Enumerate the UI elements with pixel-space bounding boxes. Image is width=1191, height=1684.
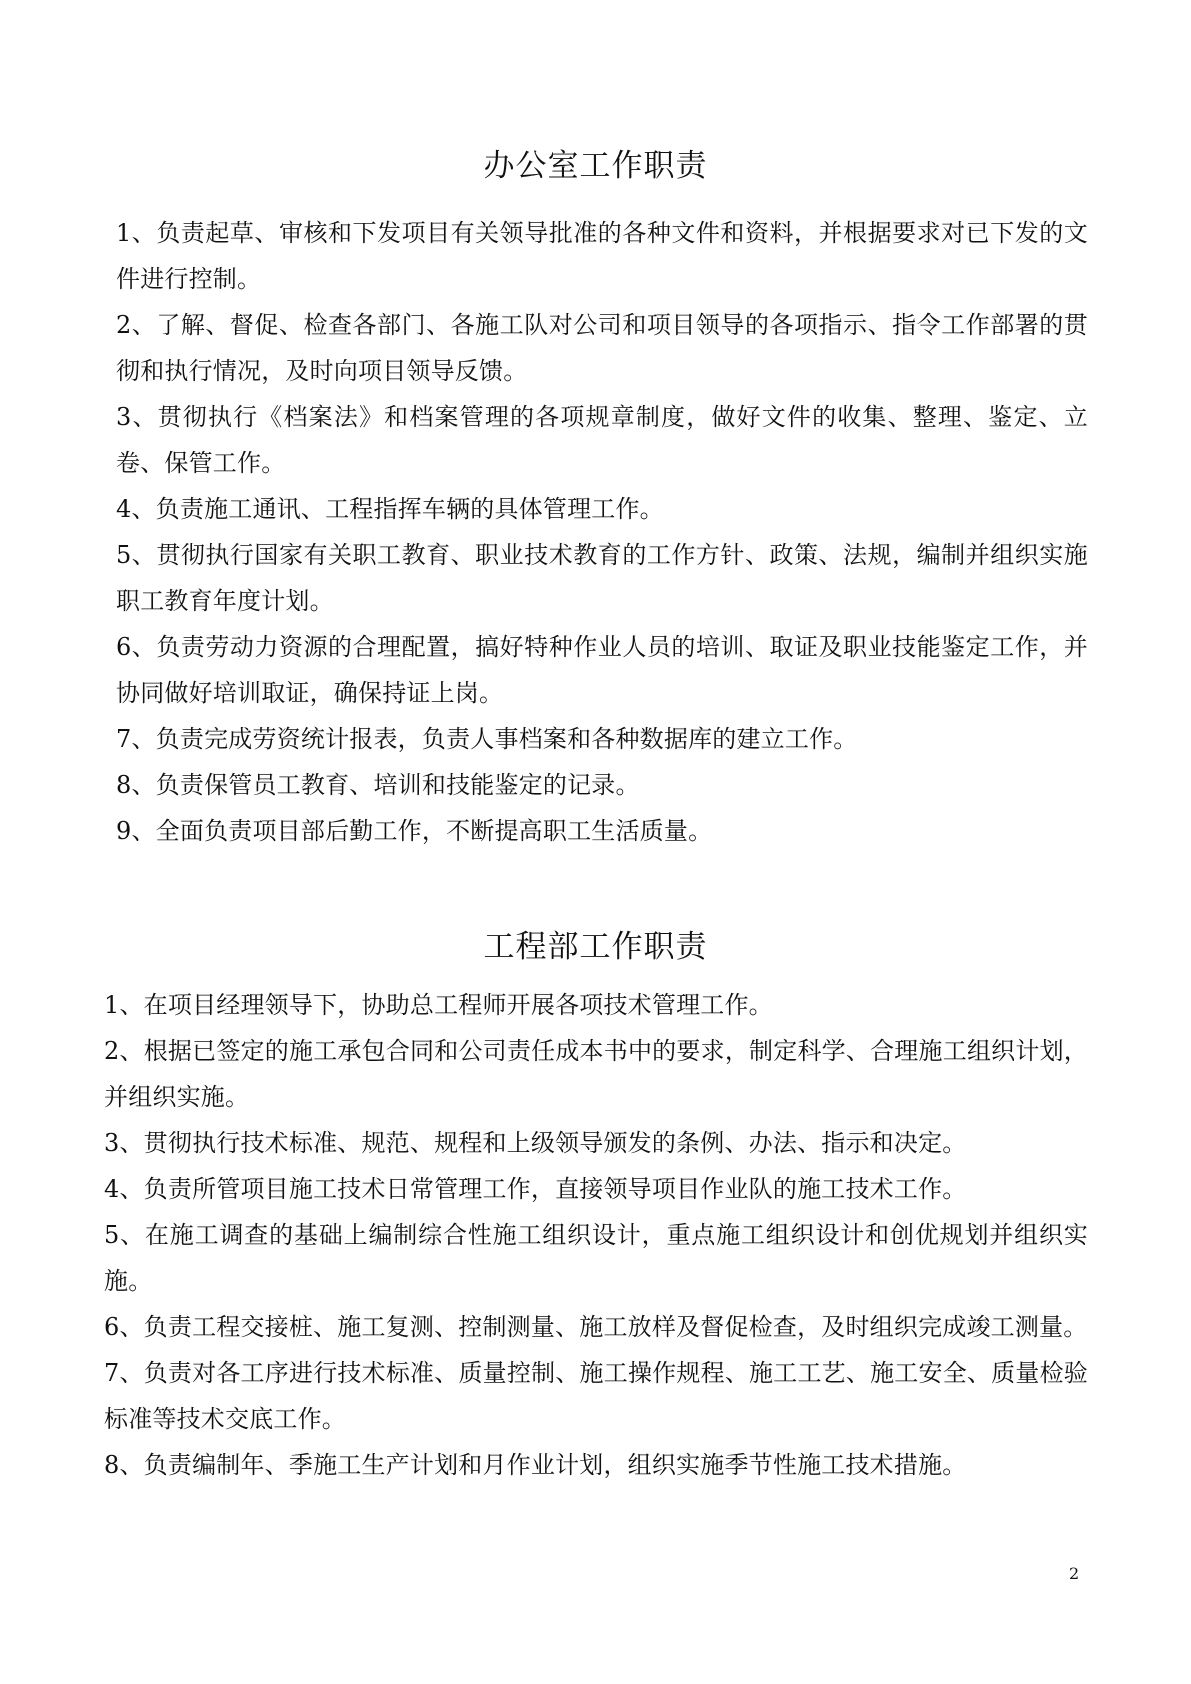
list-item: 9、全面负责项目部后勤工作，不断提高职工生活质量。	[116, 817, 713, 845]
list-item: 1、负责起草、审核和下发项目有关领导批准的各种文件和资料，并根据要求对已下发的文件进行控制。	[116, 219, 1088, 293]
section-title-engineering: 工程部工作职责	[483, 929, 708, 965]
section-title-office: 办公室工作职责	[483, 148, 708, 184]
page-number: 2	[1069, 1564, 1080, 1583]
list-item: 5、贯彻执行国家有关职工教育、职业技术教育的工作方针、政策、法规，编制并组织实施职工教育年度计划。	[116, 541, 1088, 615]
office-duties-list	[116, 210, 1088, 854]
list-item: 2、根据已签定的施工承包合同和公司责任成本书中的要求，制定科学、合理施工组织计划，并组织实施。	[104, 1037, 1088, 1111]
list-item: 3、贯彻执行技术标准、规范、规程和上级领导颁发的条例、办法、指示和决定。	[104, 1129, 967, 1157]
list-item: 4、负责施工通讯、工程指挥车辆的具体管理工作。	[116, 495, 664, 523]
engineering-duties-list	[104, 982, 1088, 1488]
list-item: 5、在施工调查的基础上编制综合性施工组织设计，重点施工组织设计和创优规划并组织实施。	[104, 1221, 1088, 1295]
list-item: 8、负责编制年、季施工生产计划和月作业计划，组织实施季节性施工技术措施。	[104, 1451, 967, 1479]
list-item: 2、了解、督促、检查各部门、各施工队对公司和项目领导的各项指示、指令工作部署的贯彻和执行情况，及时向项目领导反馈。	[116, 311, 1088, 385]
list-item: 7、负责对各工序进行技术标准、质量控制、施工操作规程、施工工艺、施工安全、质量检验标准等技术交底工作。	[104, 1359, 1088, 1433]
list-item: 7、负责完成劳资统计报表，负责人事档案和各种数据库的建立工作。	[116, 725, 858, 753]
list-item: 6、负责劳动力资源的合理配置，搞好特种作业人员的培训、取证及职业技能鉴定工作，并协同做好培训取证，确保持证上岗。	[116, 633, 1088, 707]
list-item: 6、负责工程交接桩、施工复测、控制测量、施工放样及督促检查，及时组织完成竣工测量。	[104, 1313, 1088, 1341]
list-item: 4、负责所管项目施工技术日常管理工作，直接领导项目作业队的施工技术工作。	[104, 1175, 967, 1203]
list-item: 1、在项目经理领导下，协助总工程师开展各项技术管理工作。	[104, 991, 773, 1019]
list-item: 8、负责保管员工教育、培训和技能鉴定的记录。	[116, 771, 640, 799]
list-item: 3、贯彻执行《档案法》和档案管理的各项规章制度，做好文件的收集、整理、鉴定、立卷、保管工作。	[116, 403, 1088, 477]
